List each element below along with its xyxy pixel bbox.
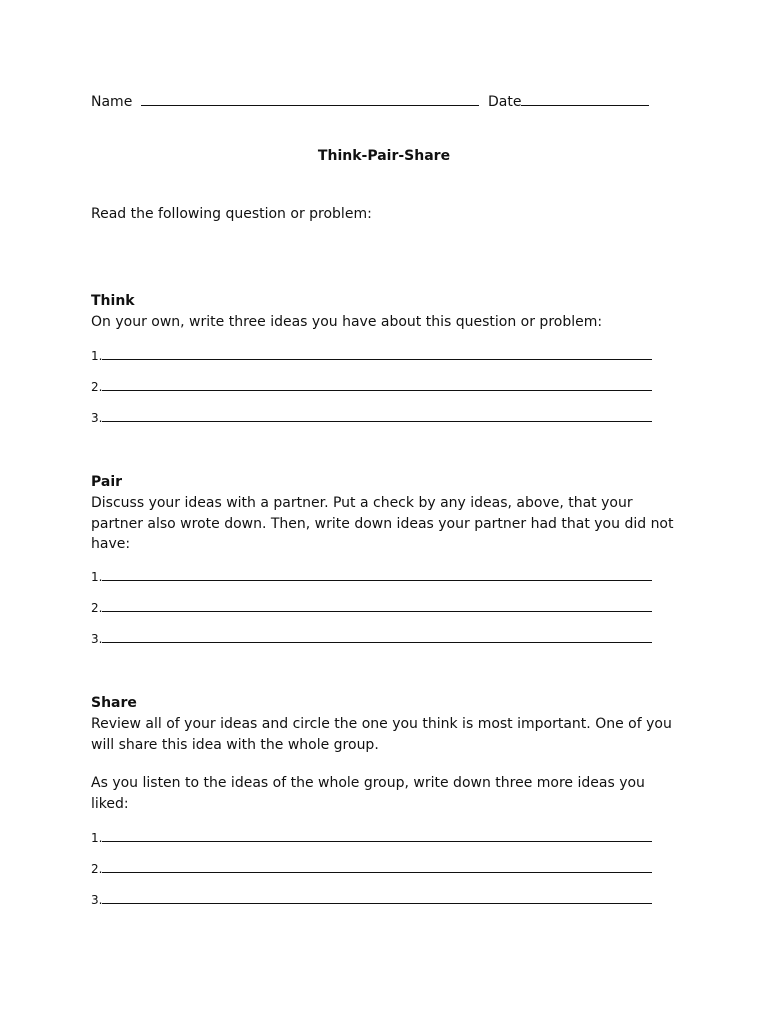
name-label: Name <box>91 94 133 110</box>
share-instructions-listen: As you listen to the ideas of the whole group, write down three more ideas you liked: <box>91 775 645 812</box>
name-blank[interactable] <box>141 95 479 106</box>
think-answer-line-1[interactable] <box>91 349 652 363</box>
line-number: 3. <box>91 632 103 646</box>
answer-blank[interactable] <box>102 632 652 643</box>
date-blank[interactable] <box>521 95 649 106</box>
line-number: 1. <box>91 570 103 584</box>
line-number: 2. <box>91 862 103 876</box>
line-number: 3. <box>91 411 103 425</box>
date-field[interactable] <box>488 92 649 112</box>
share-answer-line-2[interactable] <box>91 862 652 876</box>
line-number: 1. <box>91 349 103 363</box>
pair-answer-line-1[interactable] <box>91 570 652 584</box>
share-heading: Share <box>91 695 137 711</box>
answer-blank[interactable] <box>102 570 652 581</box>
answer-blank[interactable] <box>102 601 652 612</box>
think-instructions: On your own, write three ideas you have about this question or problem: <box>91 314 603 330</box>
share-answer-line-1[interactable] <box>91 831 652 845</box>
answer-blank[interactable] <box>102 831 652 842</box>
line-number: 1. <box>91 831 103 845</box>
pair-instructions: Discuss your ideas with a partner. Put a check by any ideas, above, that your partner also wrote down. Then, write down ideas your partner had that you did not have: <box>91 495 674 552</box>
pair-heading: Pair <box>91 474 123 490</box>
line-number: 2. <box>91 601 103 615</box>
answer-blank[interactable] <box>102 862 652 873</box>
date-label: Date <box>488 94 522 110</box>
line-number: 3. <box>91 893 103 907</box>
page-title: Think-Pair-Share <box>317 148 451 164</box>
answer-blank[interactable] <box>102 349 652 360</box>
think-heading: Think <box>91 293 135 309</box>
share-answer-line-3[interactable] <box>91 893 652 907</box>
answer-blank[interactable] <box>102 380 652 391</box>
pair-answer-line-3[interactable] <box>91 632 652 646</box>
think-answer-line-2[interactable] <box>91 380 652 394</box>
intro-text: Read the following question or problem: <box>91 206 372 222</box>
line-number: 2. <box>91 380 103 394</box>
answer-blank[interactable] <box>102 411 652 422</box>
think-answer-line-3[interactable] <box>91 411 652 425</box>
name-field[interactable] <box>91 92 479 112</box>
pair-answer-line-2[interactable] <box>91 601 652 615</box>
share-instructions: Review all of your ideas and circle the one you think is most important. One of you will share this idea with the whole group. <box>91 716 672 753</box>
answer-blank[interactable] <box>102 893 652 904</box>
